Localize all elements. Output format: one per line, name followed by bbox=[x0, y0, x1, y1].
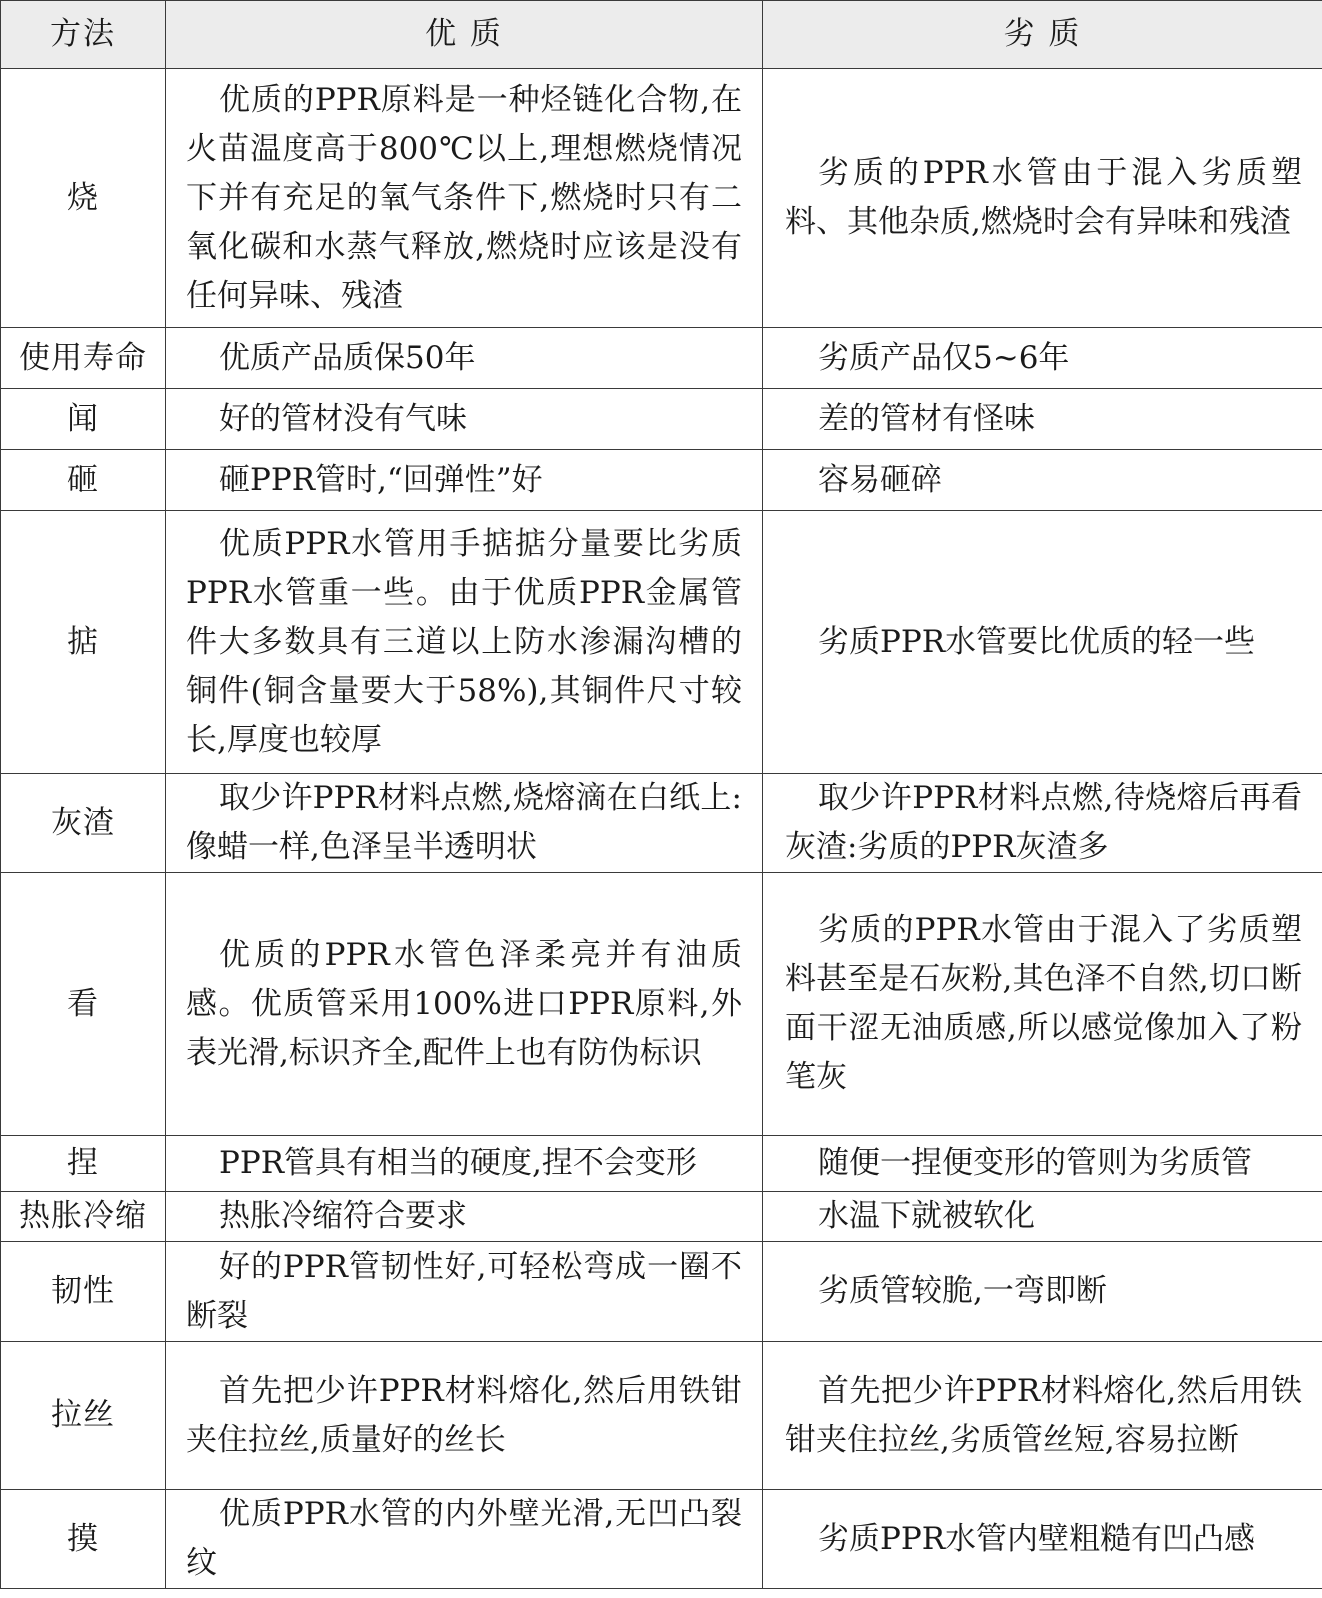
table-row bbox=[1, 450, 1322, 511]
method-cell: 砸 bbox=[1, 450, 166, 511]
bad-cell: 取少许PPR材料点燃,待烧熔后再看灰渣:劣质的PPR灰渣多 bbox=[763, 774, 1322, 873]
table-row bbox=[1, 1192, 1322, 1242]
good-cell: 优质PPR水管用手掂掂分量要比劣质PPR水管重一些。由于优质PPR金属管件大多数具有三道以上防水渗漏沟槽的铜件(铜含量要大于58%),其铜件尺寸较长,厚度也较厚 bbox=[166, 511, 763, 774]
method-cell: 热胀冷缩 bbox=[1, 1192, 166, 1242]
method-cell: 掂 bbox=[1, 511, 166, 774]
method-cell: 灰渣 bbox=[1, 774, 166, 873]
method-cell: 拉丝 bbox=[1, 1342, 166, 1490]
table-row bbox=[1, 511, 1322, 774]
good-cell: 优质产品质保50年 bbox=[166, 328, 763, 389]
bad-cell: 劣质管较脆,一弯即断 bbox=[763, 1242, 1322, 1342]
method-cell: 看 bbox=[1, 873, 166, 1136]
good-cell: 取少许PPR材料点燃,烧熔滴在白纸上:像蜡一样,色泽呈半透明状 bbox=[166, 774, 763, 873]
bad-cell: 差的管材有怪味 bbox=[763, 389, 1322, 450]
bad-cell: 劣质PPR水管要比优质的轻一些 bbox=[763, 511, 1322, 774]
table-row bbox=[1, 1490, 1322, 1589]
method-cell: 韧性 bbox=[1, 1242, 166, 1342]
table-row bbox=[1, 1342, 1322, 1490]
good-cell: 优质的PPR原料是一种烃链化合物,在火苗温度高于800℃以上,理想燃烧情况下并有充足的氧气条件下,燃烧时只有二氧化碳和水蒸气释放,燃烧时应该是没有任何异味、残渣 bbox=[166, 69, 763, 328]
bad-cell: 水温下就被软化 bbox=[763, 1192, 1322, 1242]
good-cell: 好的管材没有气味 bbox=[166, 389, 763, 450]
good-cell: 热胀冷缩符合要求 bbox=[166, 1192, 763, 1242]
bad-cell: 劣质的PPR水管由于混入了劣质塑料甚至是石灰粉,其色泽不自然,切口断面干涩无油质感,所以感觉像加入了粉笔灰 bbox=[763, 873, 1322, 1136]
bad-cell: 容易砸碎 bbox=[763, 450, 1322, 511]
bad-cell: 劣质产品仅5~6年 bbox=[763, 328, 1322, 389]
good-cell: 优质的PPR水管色泽柔亮并有油质感。优质管采用100%进口PPR原料,外表光滑,标识齐全,配件上也有防伪标识 bbox=[166, 873, 763, 1136]
bad-cell: 随便一捏便变形的管则为劣质管 bbox=[763, 1136, 1322, 1192]
method-cell: 使用寿命 bbox=[1, 328, 166, 389]
table-row bbox=[1, 389, 1322, 450]
good-cell: PPR管具有相当的硬度,捏不会变形 bbox=[166, 1136, 763, 1192]
bad-cell: 劣质PPR水管内壁粗糙有凹凸感 bbox=[763, 1490, 1322, 1589]
good-cell: 首先把少许PPR材料熔化,然后用铁钳夹住拉丝,质量好的丝长 bbox=[166, 1342, 763, 1490]
method-cell: 烧 bbox=[1, 69, 166, 328]
method-cell: 闻 bbox=[1, 389, 166, 450]
header-method: 方法 bbox=[1, 1, 166, 69]
table-row bbox=[1, 328, 1322, 389]
table-header-row bbox=[1, 1, 1322, 69]
table-row bbox=[1, 1242, 1322, 1342]
table-row bbox=[1, 873, 1322, 1136]
table-row bbox=[1, 69, 1322, 328]
good-cell: 砸PPR管时,“回弹性”好 bbox=[166, 450, 763, 511]
table-row bbox=[1, 774, 1322, 873]
header-good: 优 质 bbox=[166, 1, 763, 69]
bad-cell: 首先把少许PPR材料熔化,然后用铁钳夹住拉丝,劣质管丝短,容易拉断 bbox=[763, 1342, 1322, 1490]
table-row bbox=[1, 1136, 1322, 1192]
good-cell: 好的PPR管韧性好,可轻松弯成一圈不断裂 bbox=[166, 1242, 763, 1342]
method-cell: 摸 bbox=[1, 1490, 166, 1589]
good-cell: 优质PPR水管的内外壁光滑,无凹凸裂纹 bbox=[166, 1490, 763, 1589]
method-cell: 捏 bbox=[1, 1136, 166, 1192]
header-bad: 劣 质 bbox=[763, 1, 1322, 69]
bad-cell: 劣质的PPR水管由于混入劣质塑料、其他杂质,燃烧时会有异味和残渣 bbox=[763, 69, 1322, 328]
